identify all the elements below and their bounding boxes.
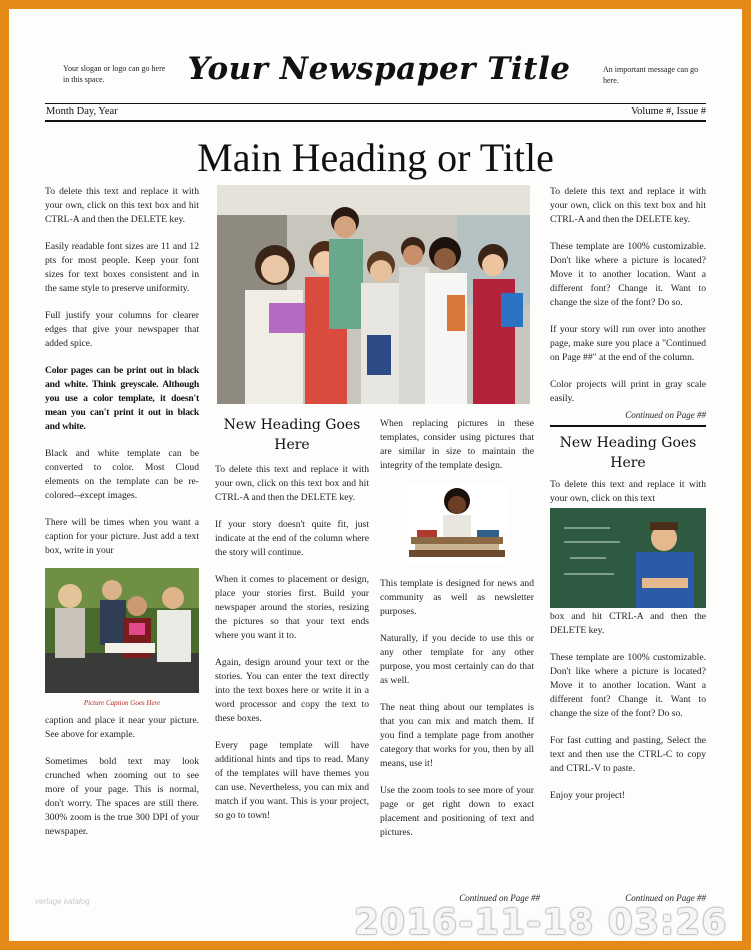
watermark-text: vertage katalog <box>35 897 90 906</box>
masthead-rule-top <box>45 103 706 104</box>
continued-note: Continued on Page ## <box>459 893 540 903</box>
col3-paragraph: Naturally, if you decide to use this or any other template for any other purpose, you most certainly can do that as well. <box>380 633 534 686</box>
students-outdoor-photo <box>45 568 199 693</box>
issue-number: Volume #, Issue # <box>630 106 706 117</box>
dateline: Month Day, Year <box>46 106 118 117</box>
continued-note: Continued on Page ## <box>625 410 706 420</box>
teacher-chalkboard-photo <box>550 508 706 608</box>
col1-bold-paragraph: Color pages can be print out in black and white. Think greyscale. Although you use a color template, it doesn't mean you can't print it out in black and white. <box>45 365 199 432</box>
col1-paragraph: Full justify your columns for clearer edges that give your newspaper that added spice. <box>45 310 199 349</box>
col4-paragraph: Color projects will print in gray scale easily. <box>550 379 706 404</box>
col1-paragraph: caption and place it near your picture. See above for example. <box>45 715 199 740</box>
col1-paragraph: Black and white template can be converted to color. Most Cloud elements on the template can be re-colored--except images. <box>45 448 199 501</box>
col1-paragraph: There will be times when you want a caption for your picture. Just add a text box, write in your <box>45 517 199 556</box>
column-2 <box>215 415 369 836</box>
col4-paragraph: For fast cutting and pasting, Select the text and then use the CTRL-C to copy and CTRL-V to paste. <box>550 735 706 774</box>
col1-paragraph: Sometimes bold text may look crunched when zooming out to see more of your page. This is normal, don't worry. The spaces are still there. 300% zoom is the true 300 DPI of your newspaper. <box>45 756 199 837</box>
student-with-books-photo <box>407 485 507 563</box>
col1-paragraph: To delete this text and replace it with your own, click on this text box and hit CTRL-A and then the DELETE key. <box>45 186 199 225</box>
col3-paragraph: When replacing pictures in these templates, consider using pictures that are similar in size to maintain the integrity of the template design. <box>380 418 534 471</box>
timestamp-overlay: 2016-11-18 03:26 <box>354 902 728 941</box>
col4-paragraph: box and hit CTRL-A and then the DELETE key. <box>550 611 706 636</box>
newspaper-title: Your Newspaper Title <box>187 51 571 87</box>
col4-paragraph: These template are 100% customizable. Don't like where a picture is located? Move it to another location. Want a different font? Change it. Want to change the size of the font? Do so. <box>550 652 706 719</box>
column-3 <box>380 417 534 853</box>
main-heading: Main Heading or Title <box>197 135 554 180</box>
column-1 <box>45 185 199 852</box>
masthead-rule-bottom <box>45 120 706 122</box>
col2-paragraph: Every page template will have additional hints and tips to read. Many of the templates will have themes you can use. Nevertheless, you can mix and match if you want. This is your project, so go to town! <box>215 740 369 821</box>
students-group-photo <box>217 185 530 404</box>
col1-paragraph: Easily readable font sizes are 11 and 12 pts for most people. Keep your font sizes for text boxes consistent and in the same style to preserve uniformity. <box>45 241 199 294</box>
column-4-heading: New Heading Goes Here <box>559 435 697 471</box>
slogan-right: An important message can go here. <box>603 65 699 85</box>
section-rule <box>550 425 706 427</box>
col3-paragraph: This template is designed for news and community as well as newsletter purposes. <box>380 578 534 617</box>
col3-paragraph: The neat thing about our templates is that you can mix and match them. If you find a template page from another category that works for you, then by all means, use it! <box>380 702 534 769</box>
column-2-heading: New Heading Goes Here <box>223 417 361 453</box>
slogan-left: Your slogan or logo can go here in this space. <box>63 64 166 84</box>
col4-paragraph: These template are 100% customizable. Don't like where a picture is located? Move it to another location. Want a different font? Change it. Want to change the size of the font? Do so. <box>550 241 706 308</box>
col4-paragraph: To delete this text and replace it with your own, click on this text box and hit CTRL-A and then the DELETE key. <box>550 186 706 225</box>
col3-paragraph: Use the zoom tools to see more of your page or get right down to exact placement and positioning of text and pictures. <box>380 785 534 838</box>
col2-paragraph: To delete this text and replace it with your own, click on this text box and hit CTRL-A and then the DELETE key. <box>215 464 369 503</box>
continued-note: Continued on Page ## <box>625 893 706 903</box>
column-4 <box>550 185 706 816</box>
photo-caption: Picture Caption Goes Here <box>83 699 161 707</box>
col4-paragraph: To delete this text and replace it with your own, click on this text <box>550 479 706 504</box>
col4-paragraph: Enjoy your project! <box>550 790 626 801</box>
col2-paragraph: When it comes to placement or design, place your stories first. Build your newspaper around the stories, resizing the pictures so that your text ends where you want it to. <box>215 574 369 641</box>
newspaper-page <box>9 9 742 941</box>
col2-paragraph: Again, design around your text or the stories. You can enter the text directly into the text boxes here or write it in a word processor and copy the text to these boxes. <box>215 657 369 724</box>
col4-paragraph: If your story will run over into another page, make sure you place a "Continued on Page ##" at the end of the column. <box>550 324 706 363</box>
col2-paragraph: If your story doesn't quite fit, just indicate at the end of the column where the story will continue. <box>215 519 369 558</box>
